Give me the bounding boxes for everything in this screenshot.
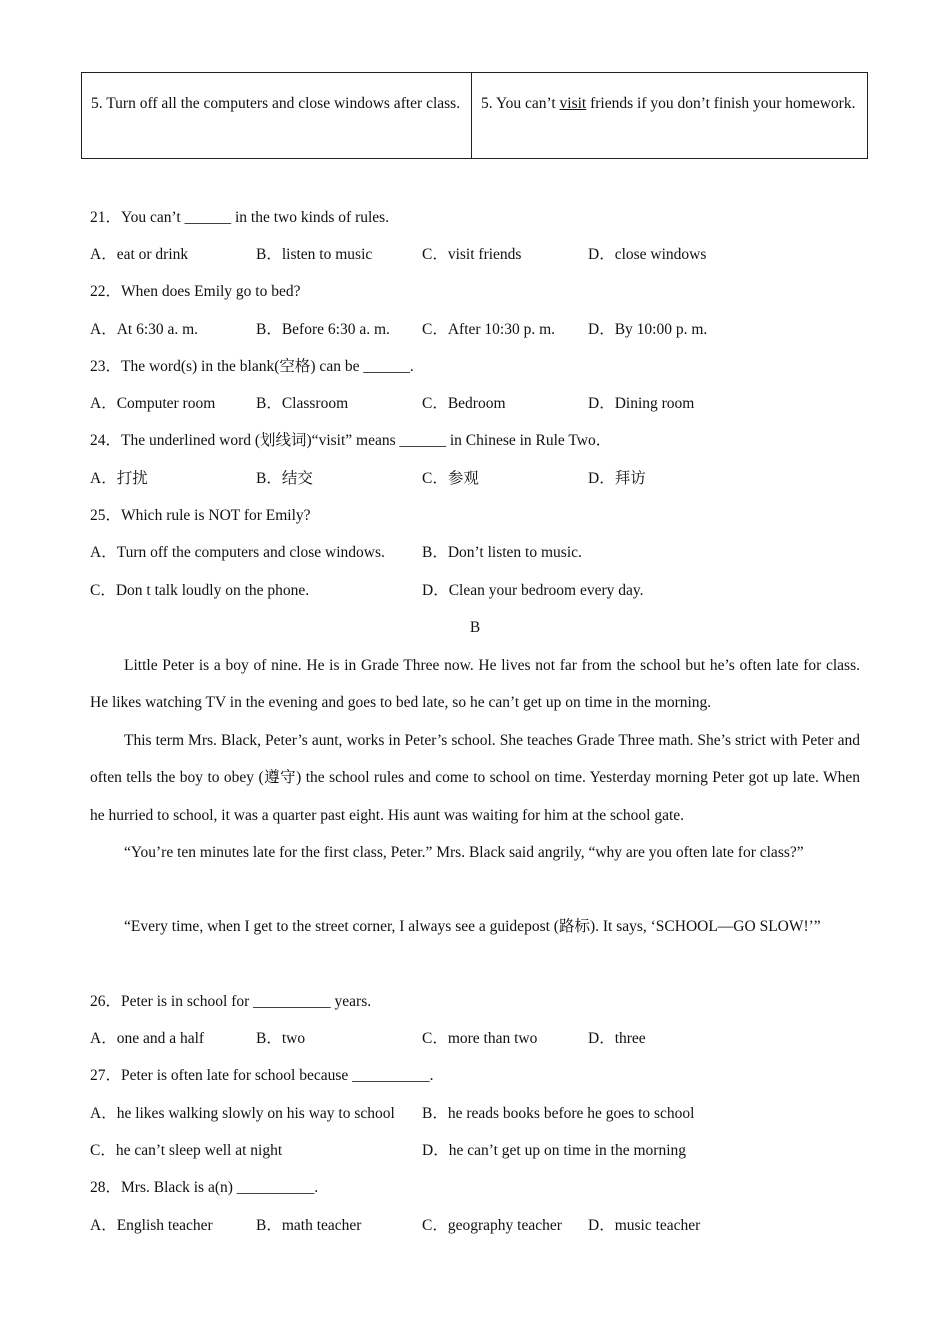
passage-paragraph: This term Mrs. Black, Peter’s aunt, works in Peter’s school. She teaches Grade Three math. She’s strict with Peter and often tells the boy to obey (遵守) the school rules and come to school on time. Yesterday morning Peter got up late. When he hurried to school, it was a quarter past eight. His aunt was waiting for him at the school gate. xyxy=(90,732,860,824)
question-23: 23．The word(s) in the blank(空格) can be ______. xyxy=(90,358,414,375)
option-26-b: B．two xyxy=(256,1030,306,1047)
rules-table-left-cell xyxy=(82,73,472,158)
option-21-a: A．eat or drink xyxy=(90,246,189,263)
option-25-a: A．Turn off the computers and close windows. xyxy=(90,544,385,561)
option-25-d: D．Clean your bedroom every day. xyxy=(422,582,644,599)
rule-text-before: You can’t xyxy=(495,95,560,112)
question-21: 21．You can’t ______ in the two kinds of rules. xyxy=(90,209,390,226)
option-24-c: C．参观 xyxy=(422,470,479,487)
option-23-c: C．Bedroom xyxy=(422,395,506,412)
passage-paragraph: “Every time, when I get to the street corner, I always see a guidepost (路标). It says, ‘SCHOOL—GO SLOW!’” xyxy=(124,918,821,935)
option-21-c: C．visit friends xyxy=(422,246,522,263)
question-28: 28．Mrs. Black is a(n) __________. xyxy=(90,1179,319,1196)
option-28-d: D．music teacher xyxy=(588,1217,701,1234)
option-23-a: A．Computer room xyxy=(90,395,216,412)
option-24-d: D．拜访 xyxy=(588,470,646,487)
option-22-b: B．Before 6:30 a. m. xyxy=(256,321,390,338)
passage-paragraph: Little Peter is a boy of nine. He is in Grade Three now. He lives not far from the school but he’s often late for class. He likes watching TV in the evening and goes to bed late, so he can’t get up on time in the morning. xyxy=(90,657,860,712)
option-22-a: A．At 6:30 a. m. xyxy=(90,321,199,338)
option-23-d: D．Dining room xyxy=(588,395,695,412)
option-21-b: B．listen to music xyxy=(256,246,373,263)
rules-table-right-cell xyxy=(472,73,867,158)
option-27-a: A．he likes walking slowly on his way to school xyxy=(90,1105,395,1122)
option-22-d: D．By 10:00 p. m. xyxy=(588,321,708,338)
option-23-b: B．Classroom xyxy=(256,395,349,412)
question-24: 24．The underlined word (划线词)“visit” means ______ in Chinese in Rule Two． xyxy=(90,432,612,449)
section-heading: B xyxy=(469,619,481,636)
option-24-a: A．打扰 xyxy=(90,470,148,487)
option-24-b: B．结交 xyxy=(256,470,313,487)
option-25-b: B．Don’t listen to music. xyxy=(422,544,582,561)
option-21-d: D．close windows xyxy=(588,246,707,263)
option-26-c: C．more than two xyxy=(422,1030,538,1047)
option-25-c: C．Don t talk loudly on the phone. xyxy=(90,582,310,599)
option-27-d: D．he can’t get up on time in the morning xyxy=(422,1142,687,1159)
rule-text: Turn off all the computers and close windows after class. xyxy=(106,95,461,112)
option-28-a: A．English teacher xyxy=(90,1217,213,1234)
question-26: 26．Peter is in school for __________ years. xyxy=(90,993,372,1010)
rule-number: 5. xyxy=(481,95,493,112)
rule-text-after: friends if you don’t finish your homework. xyxy=(586,95,856,112)
question-22: 22．When does Emily go to bed? xyxy=(90,283,301,300)
option-27-b: B．he reads books before he goes to school xyxy=(422,1105,695,1122)
rules-table xyxy=(81,72,868,159)
option-26-a: A．one and a half xyxy=(90,1030,205,1047)
option-28-b: B．math teacher xyxy=(256,1217,362,1234)
passage-paragraph: “You’re ten minutes late for the first class, Peter.” Mrs. Black said angrily, “why are you often late for class?” xyxy=(124,844,804,861)
option-22-c: C．After 10:30 p. m. xyxy=(422,321,556,338)
question-27: 27．Peter is often late for school because __________. xyxy=(90,1067,434,1084)
option-27-c: C．he can’t sleep well at night xyxy=(90,1142,283,1159)
question-25: 25．Which rule is NOT for Emily? xyxy=(90,507,311,524)
option-28-c: C．geography teacher xyxy=(422,1217,562,1234)
underlined-word-visit: visit xyxy=(559,95,587,112)
option-26-d: D．three xyxy=(588,1030,646,1047)
rule-number: 5. xyxy=(91,95,103,112)
